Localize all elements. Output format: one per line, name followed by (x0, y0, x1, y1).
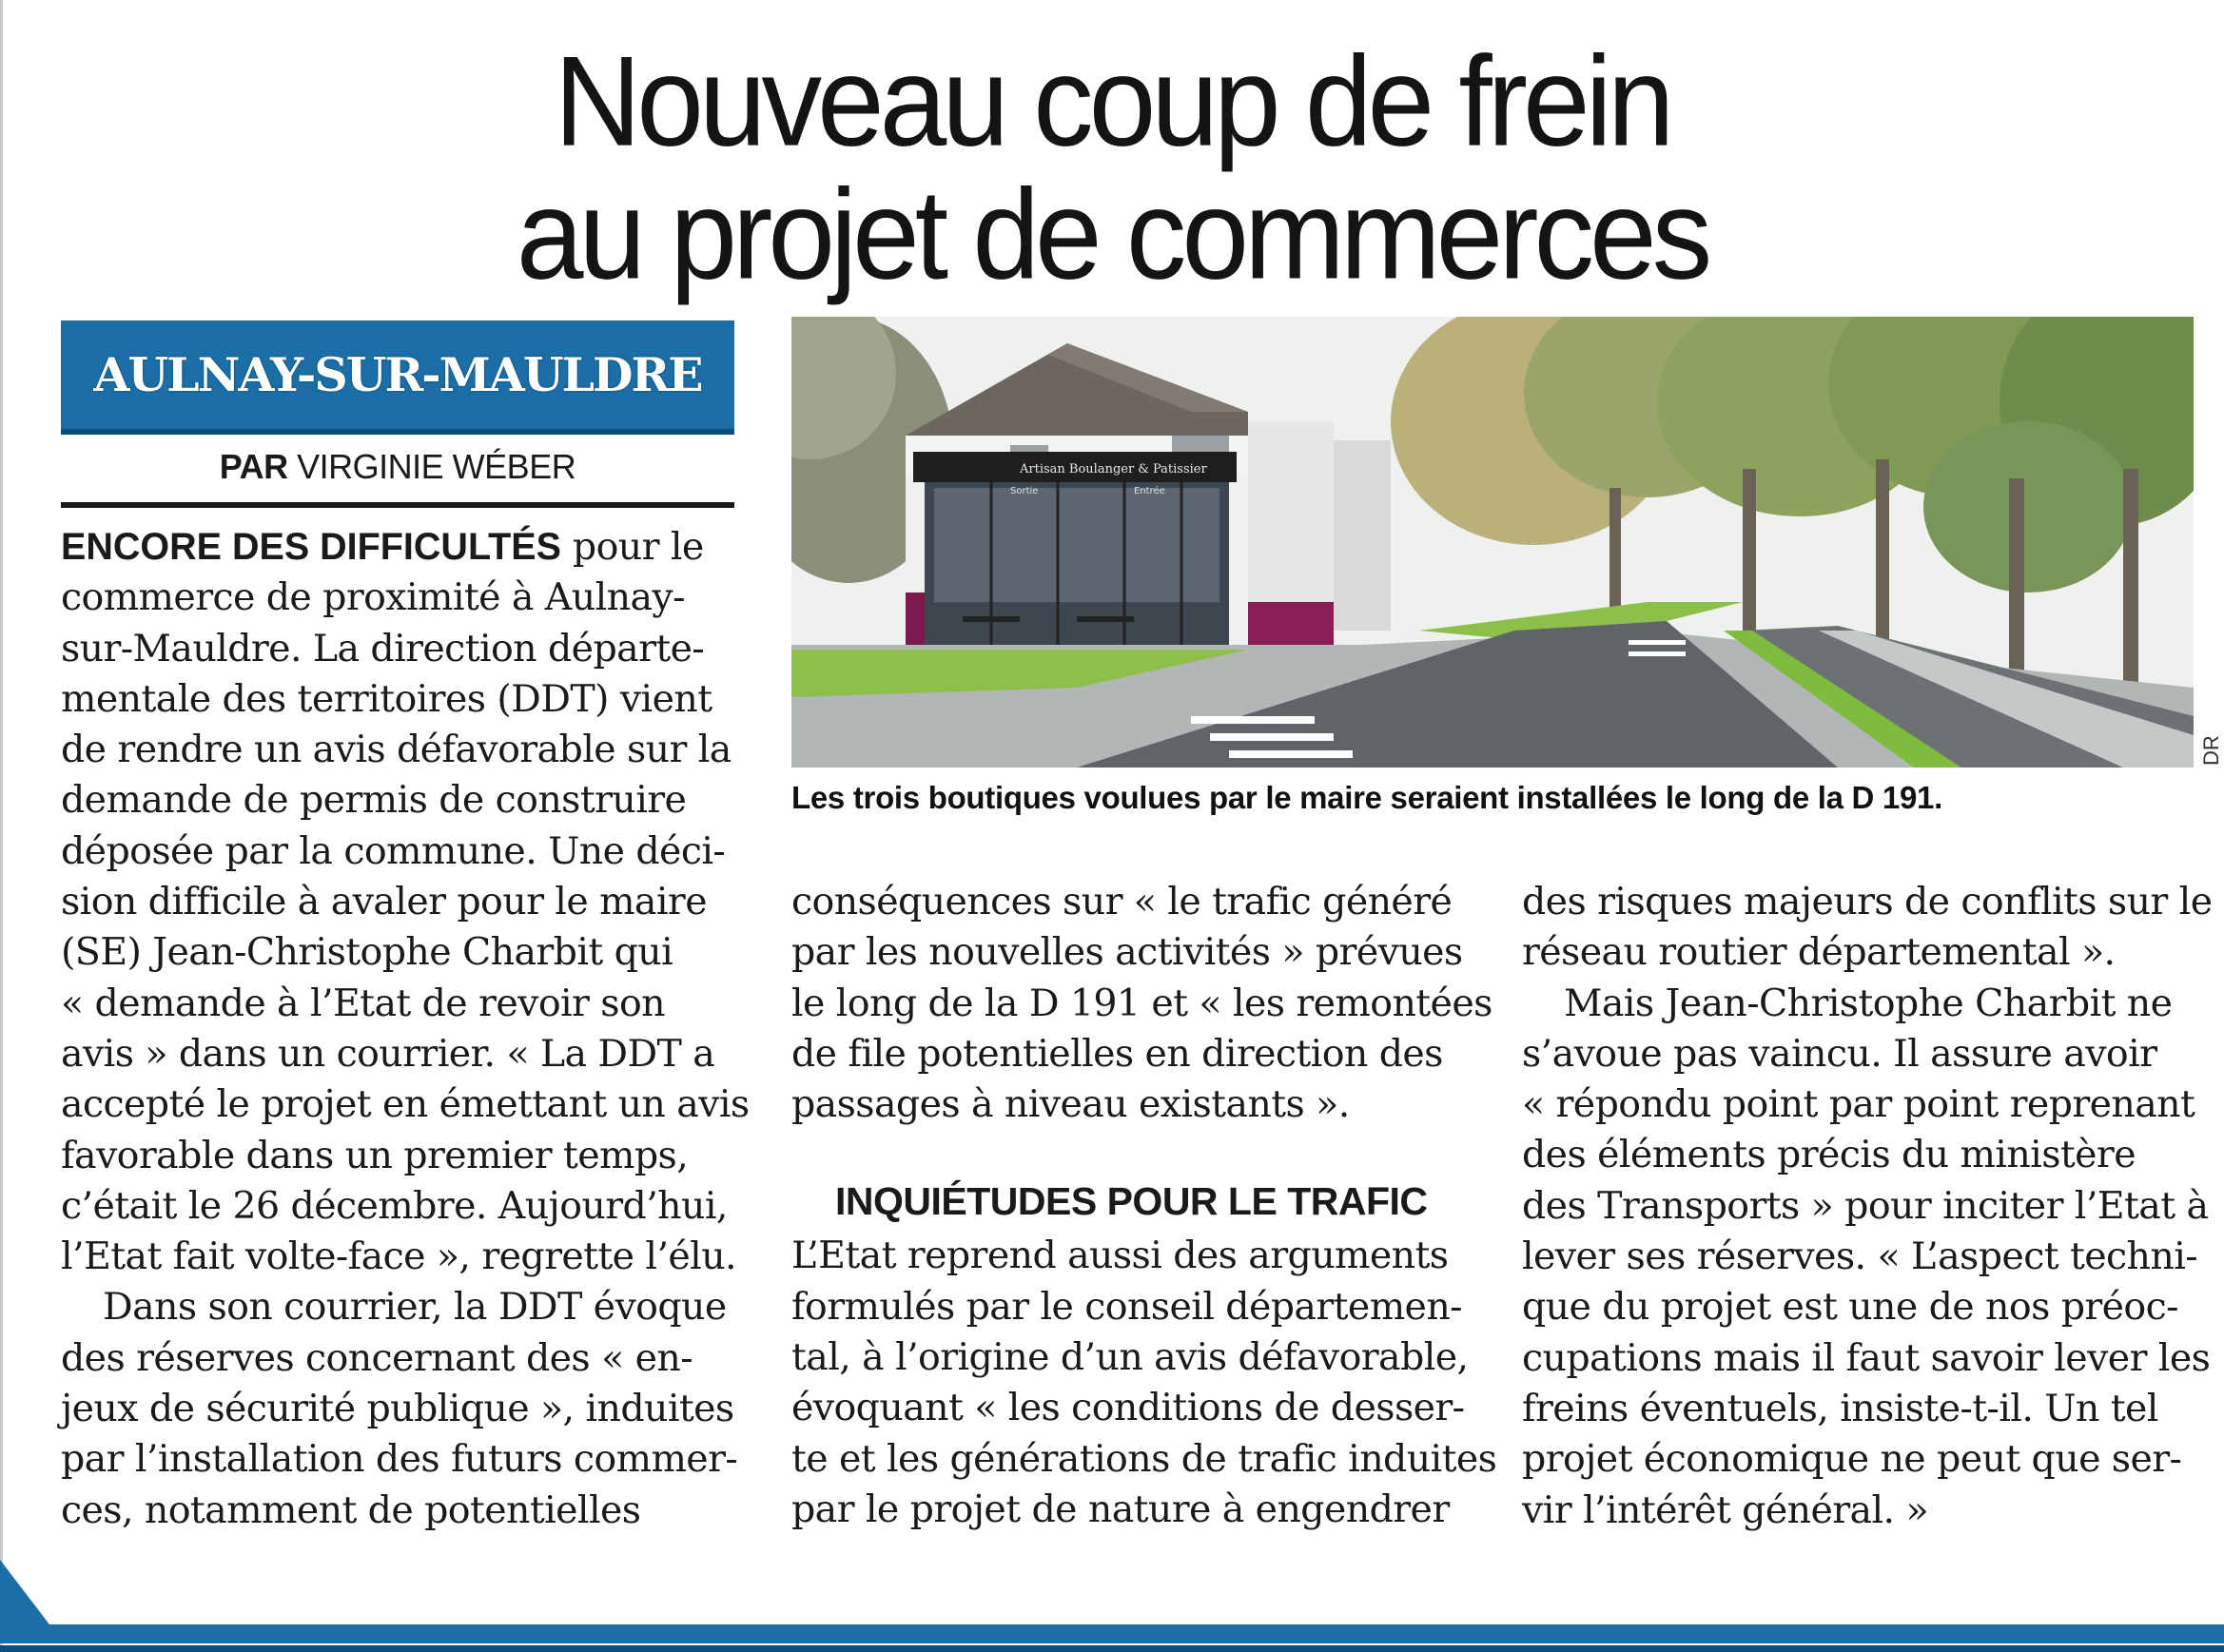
location-kicker (61, 321, 734, 435)
byline-divider (61, 502, 734, 508)
article-column-3 (1522, 877, 2213, 1536)
text-line: favorable dans un premier temps, (61, 1133, 689, 1177)
text-line: réseau routier départemental ». (1522, 930, 2116, 975)
headline-line-1: Nouveau coup de frein (554, 29, 1670, 173)
footer-rule (0, 1645, 2224, 1652)
door-sign-entry: Entrée (1134, 486, 1165, 496)
storefront-sign: Artisan Boulanger & Patissier (1020, 462, 1207, 476)
text-line: « répondu point par point reprenant (1522, 1082, 2195, 1127)
footer-corner-shape (0, 1560, 49, 1624)
text-line: le long de la D 191 et « les remontées (791, 981, 1492, 1025)
text-line: conséquences sur « le trafic généré (791, 880, 1453, 923)
text-line: ces, notamment de potentielles (61, 1487, 641, 1532)
text-line: Mais Jean-Christophe Charbit ne (1564, 981, 2173, 1025)
text-line: par le projet de nature à engendrer (791, 1487, 1450, 1531)
door-sign-exit: Sortie (1010, 486, 1039, 496)
text-line: des risques majeurs de conflits sur le (1522, 880, 2213, 923)
text-line: des éléments précis du ministère (1522, 1133, 2136, 1177)
text-line: te et les générations de trafic induites (791, 1436, 1497, 1481)
text-line: par les nouvelles activités » prévues (791, 930, 1463, 975)
footer-band (0, 1624, 2224, 1643)
text-line: projet économique ne peut que ser- (1522, 1437, 2182, 1482)
text-line: Dans son courrier, la DDT évoque (103, 1285, 727, 1330)
text-line: accepté le projet en émettant un avis (61, 1082, 750, 1127)
article-column-1 (61, 522, 750, 1536)
storefront-illustration (791, 317, 2194, 768)
text-line: freins éventuels, insiste-t-il. Un tel (1522, 1386, 2158, 1430)
lead-in: ENCORE DES DIFFICULTÉS (61, 526, 561, 568)
text-line: de rendre un avis défavorable sur la (61, 728, 732, 772)
text-line: (SE) Jean-Christophe Charbit qui (61, 930, 673, 975)
text-line: lever ses réserves. « L’aspect techni- (1522, 1234, 2197, 1279)
photo-caption: Les trois boutiques voulues par le maire seraient installées le long de la D 191. (791, 780, 1942, 815)
text-line: « demande à l’Etat de revoir son (61, 981, 665, 1025)
text-line: formulés par le conseil départemen- (791, 1284, 1462, 1329)
text-line: mentale des territoires (DDT) vient (61, 676, 712, 721)
text-line: des réserves concernant des « en- (61, 1335, 693, 1380)
text-line: L’Etat reprend aussi des arguments (791, 1234, 1449, 1278)
byline-prefix: PAR (219, 447, 288, 486)
text-line: demande de permis de construire (61, 778, 687, 823)
text-line: l’Etat fait volte-face », regrette l’élu. (61, 1234, 737, 1279)
kicker-label: AULNAY-SUR-MAULDRE (93, 347, 702, 402)
text-line: par l’installation des futurs commer- (61, 1437, 738, 1482)
byline (61, 447, 734, 487)
paragraph-1-line: ENCORE DES DIFFICULTÉS pour le (61, 525, 704, 569)
text-line: jeux de sécurité publique », induites (61, 1387, 734, 1431)
text-line: avis » dans un courrier. « La DDT a (61, 1031, 715, 1076)
text-line: des Transports » pour inciter l’Etat à (1522, 1183, 2209, 1228)
byline-author: VIRGINIE WÉBER (297, 447, 576, 486)
text-line: de file potentielles en direction des (791, 1031, 1443, 1076)
text-line: commerce de proximité à Aulnay- (61, 575, 685, 620)
text-line: tal, à l’origine d’un avis défavorable, (791, 1335, 1469, 1380)
text-line: sur-Mauldre. La direction départe- (61, 626, 705, 671)
article-headline (0, 29, 2224, 306)
text-line: c’était le 26 décembre. Aujourd’hui, (61, 1183, 728, 1228)
text-line: évoquant « les conditions de desser- (791, 1386, 1465, 1430)
text-line: que du projet est une de nos préoc- (1522, 1285, 2178, 1330)
text-line: sion difficile à avaler pour le maire (61, 880, 707, 924)
text-line: passages à niveau existants ». (791, 1082, 1350, 1127)
text-line: déposée par la commune. Une déci- (61, 828, 726, 873)
text-line: cupations mais il faut savoir lever les (1522, 1335, 2211, 1380)
section-subhead: INQUIÉTUDES POUR LE TRAFIC (835, 1179, 1428, 1223)
text-line: vir l’intérêt général. » (1522, 1487, 1929, 1532)
rendering-photo (791, 317, 2194, 768)
headline-line-2: au projet de commerces (516, 162, 1708, 306)
text-line: s’avoue pas vaincu. Il assure avoir (1522, 1031, 2157, 1076)
photo-credit: DR (2199, 735, 2223, 766)
